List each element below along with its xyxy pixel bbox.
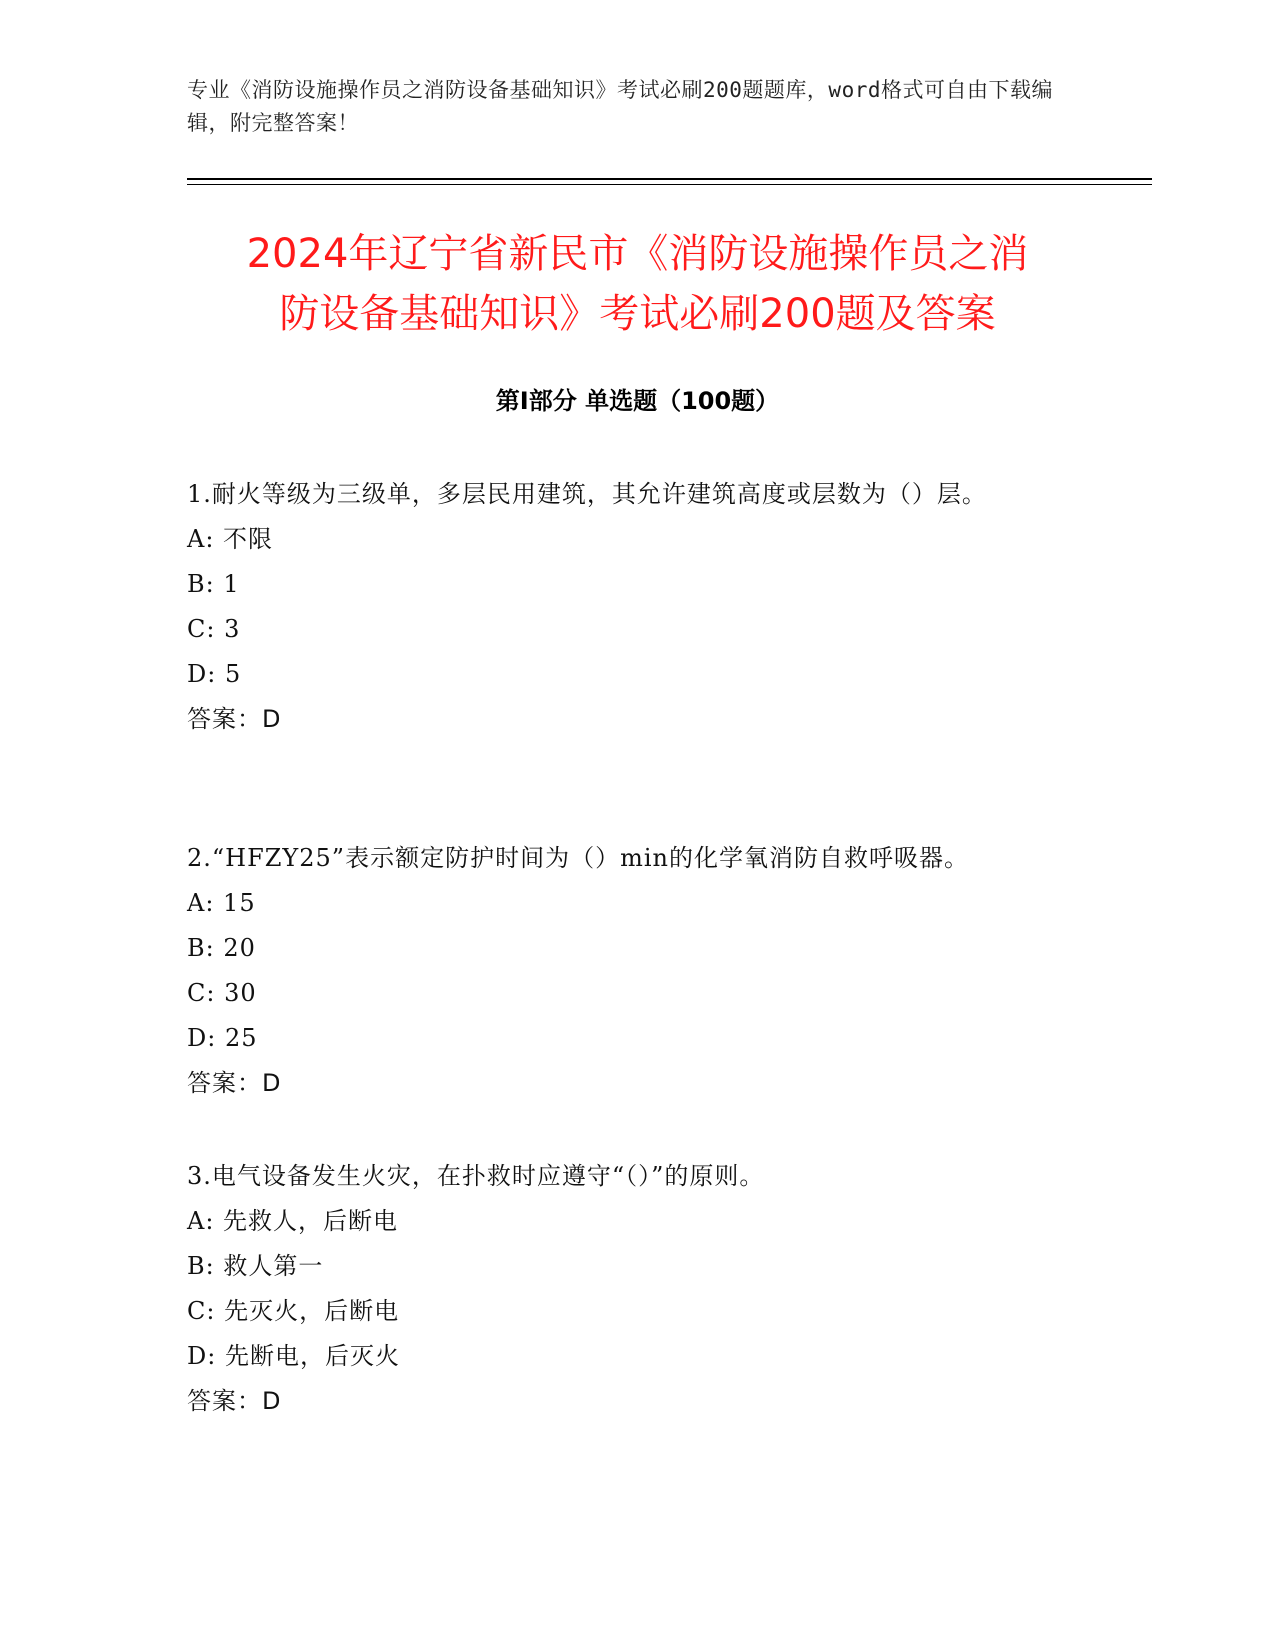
header-divider-thick: [187, 178, 1152, 180]
section-heading: 第Ⅰ部分 单选题（100题）: [495, 387, 780, 415]
question-3: [187, 1154, 1067, 1424]
option-c: C: 30: [187, 979, 257, 1007]
question-stem: 2.“HFZY25”表示额定防护时间为（）min的化学氧消防自救呼吸器。: [187, 844, 969, 872]
option-d: D: 5: [187, 660, 242, 688]
option-d: D: 25: [187, 1024, 258, 1052]
header-note: 专业《消防设施操作员之消防设备基础知识》考试必刷200题题库，word格式可自由下载编辑，附完整答案！: [187, 78, 1053, 135]
option-a: A: 先救人，后断电: [187, 1207, 399, 1235]
document-title-line-1: 2024年辽宁省新民市《消防设施操作员之消: [246, 231, 1029, 277]
option-b: B: 救人第一: [187, 1252, 324, 1280]
question-stem: 1.耐火等级为三级单，多层民用建筑，其允许建筑高度或层数为（）层。: [187, 480, 987, 508]
document-title-line-2: 防设备基础知识》考试必刷200题及答案: [279, 291, 996, 337]
header-divider-thin: [187, 184, 1152, 185]
option-a: A: 不限: [187, 525, 274, 553]
option-b: B: 20: [187, 934, 256, 962]
answer: 答案：D: [187, 1069, 282, 1097]
option-b: B: 1: [187, 570, 240, 598]
option-d: D: 先断电，后灭火: [187, 1342, 400, 1370]
option-c: C: 3: [187, 615, 241, 643]
question-1: [187, 472, 1067, 742]
answer: 答案：D: [187, 1387, 282, 1415]
question-2: [187, 836, 1067, 1106]
question-stem: 3.电气设备发生火灾，在扑救时应遵守“（）”的原则。: [187, 1162, 765, 1190]
option-a: A: 15: [187, 889, 256, 917]
document-title: [150, 224, 1125, 344]
option-c: C: 先灭火，后断电: [187, 1297, 400, 1325]
answer: 答案：D: [187, 705, 282, 733]
